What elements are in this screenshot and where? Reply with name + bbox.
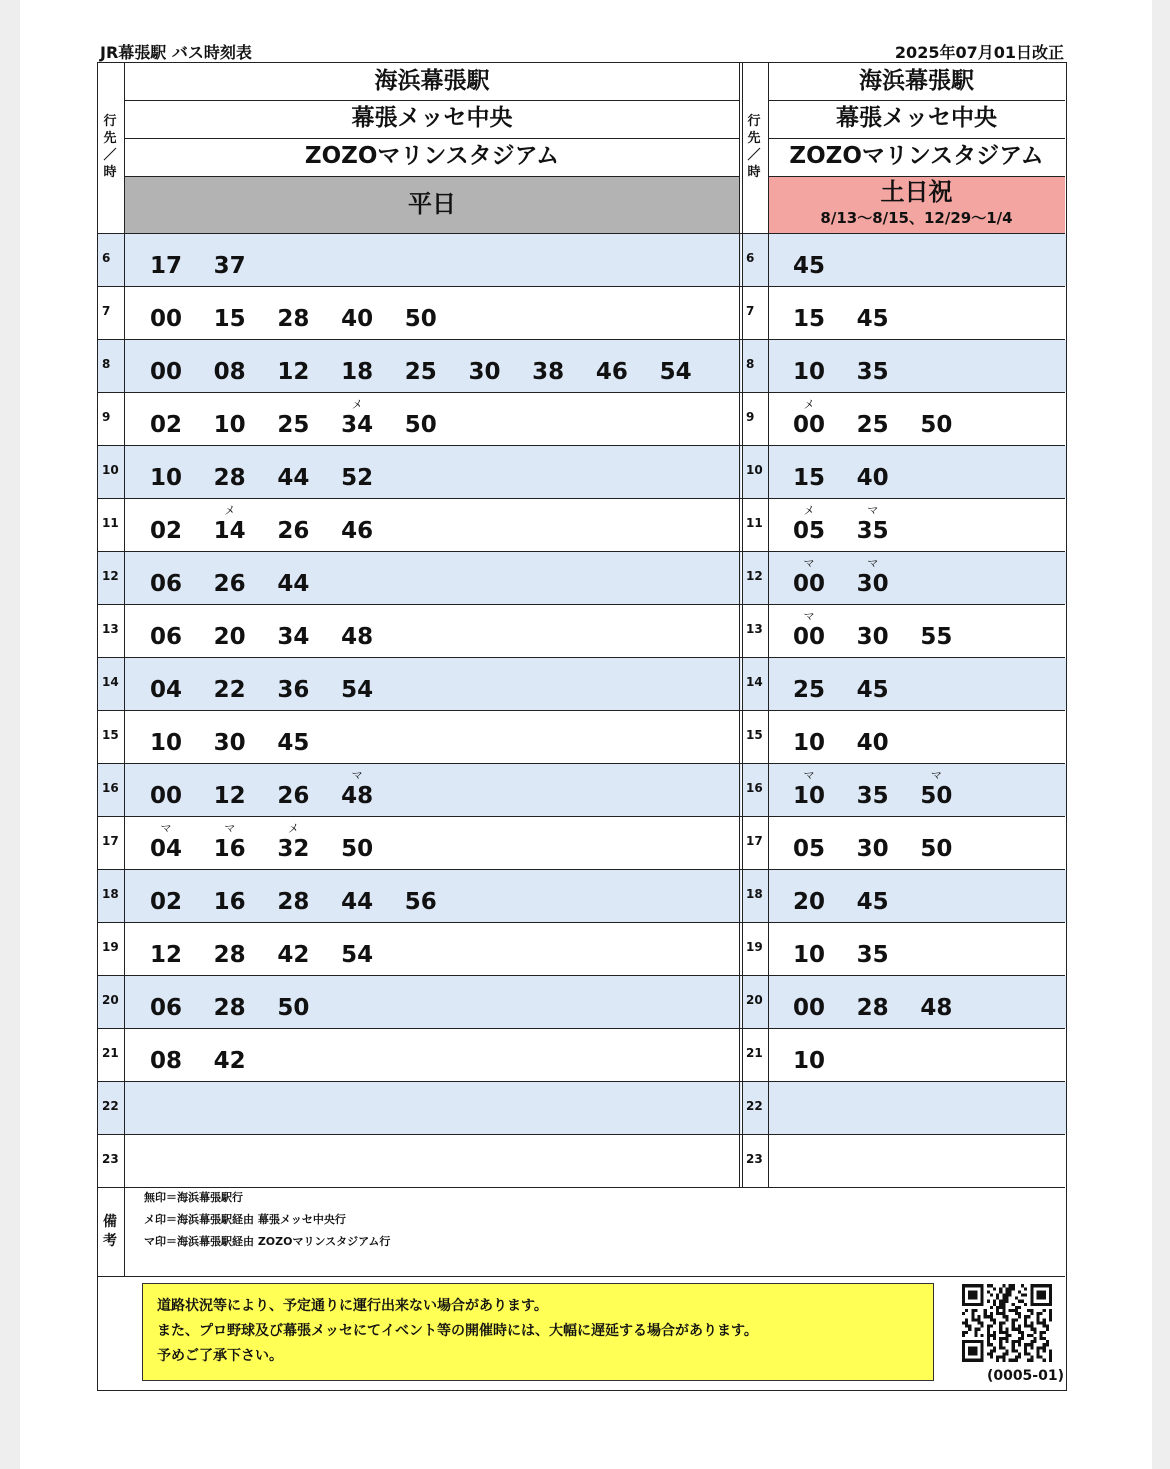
route-mark: メ <box>287 822 299 835</box>
route-mark: マ <box>867 557 879 570</box>
weekday-departure-21-42: 42 <box>213 1048 246 1074</box>
holiday-departure-20-00: 00 <box>792 995 825 1021</box>
weekday-dest-kaihin: 海浜幕張駅 <box>374 68 490 94</box>
weekday-departure-18-56: 56 <box>404 889 437 915</box>
holiday-hour-6: 6 <box>746 251 755 265</box>
route-mark: マ <box>803 769 815 782</box>
route-mark: メ <box>803 504 815 517</box>
remark-ma: マ印＝海浜幕張駅経由 ZOZOマリンスタジアム行 <box>144 1235 391 1248</box>
delay-notice <box>142 1283 934 1381</box>
weekday-header <box>125 176 739 233</box>
holiday-hour-17: 17 <box>746 834 763 848</box>
weekday-departure-8-54: 54 <box>659 359 692 385</box>
weekday-departure-8-30: 30 <box>468 359 501 385</box>
holiday-departure-16-35: 35 <box>856 783 889 809</box>
holiday-departure-10-40: 40 <box>856 465 889 491</box>
holiday-departure-12-30: 30 <box>856 571 889 597</box>
weekday-label: 平日 <box>408 190 456 218</box>
weekday-departure-16-48: 48 <box>341 783 374 809</box>
weekday-departure-17-04: 04 <box>149 836 182 862</box>
weekday-departure-13-20: 20 <box>213 624 246 650</box>
holiday-dest-kaihin: 海浜幕張駅 <box>859 68 974 94</box>
grid-line <box>124 63 125 1276</box>
route-mark: マ <box>224 822 236 835</box>
holiday-hour-10: 10 <box>746 463 763 477</box>
sheet-title: JR幕張駅 バス時刻表 <box>100 43 252 62</box>
route-mark: メ <box>351 398 363 411</box>
sheet-code: (0005-01) <box>986 1368 1064 1384</box>
qr-code-icon[interactable] <box>962 1284 1052 1362</box>
weekday-row-15 <box>98 711 741 763</box>
weekday-departure-7-15: 15 <box>213 306 246 332</box>
weekday-departure-7-00: 00 <box>149 306 182 332</box>
holiday-hour-11: 11 <box>746 516 763 530</box>
weekday-departure-12-44: 44 <box>277 571 310 597</box>
weekday-row-12 <box>98 552 741 604</box>
grid-line <box>739 63 740 1187</box>
weekday-departure-8-00: 00 <box>149 359 182 385</box>
weekday-hour-15: 15 <box>102 728 119 742</box>
notice-line-2: また、プロ野球及び幕張メッセにてイベント等の開催時には、大幅に遅延する場合があります。 <box>157 1323 758 1339</box>
holiday-departure-12-00: 00 <box>792 571 825 597</box>
weekday-hour-13: 13 <box>102 622 119 636</box>
grid-line <box>98 657 1065 658</box>
holiday-hour-9: 9 <box>746 410 755 424</box>
weekday-departure-8-12: 12 <box>277 359 310 385</box>
grid-line <box>124 100 739 101</box>
weekday-hour-21: 21 <box>102 1046 119 1060</box>
route-mark: メ <box>224 504 236 517</box>
weekday-hour-9: 9 <box>102 410 111 424</box>
grid-line <box>98 975 1065 976</box>
weekday-departure-15-10: 10 <box>149 730 182 756</box>
weekday-hour-12: 12 <box>102 569 119 583</box>
weekday-hour-6: 6 <box>102 251 111 265</box>
weekday-row-14 <box>98 658 741 710</box>
weekday-departure-8-38: 38 <box>532 359 565 385</box>
holiday-hour-13: 13 <box>746 622 763 636</box>
weekday-row-22 <box>98 1082 741 1134</box>
weekday-hour-20: 20 <box>102 993 119 1007</box>
holiday-departure-20-28: 28 <box>856 995 889 1021</box>
holiday-departure-6-45: 45 <box>792 253 825 279</box>
holiday-row-22 <box>742 1082 1066 1134</box>
weekday-departure-20-28: 28 <box>213 995 246 1021</box>
grid-line <box>98 869 1065 870</box>
holiday-sublabel: 8/13～8/15、12/29～1/4 <box>820 209 1013 227</box>
weekday-hour-10: 10 <box>102 463 119 477</box>
holiday-dest-messe: 幕張メッセ中央 <box>836 105 997 131</box>
weekday-departure-19-28: 28 <box>213 942 246 968</box>
weekday-departure-6-37: 37 <box>213 253 246 279</box>
remark-me: メ印＝海浜幕張駅経由 幕張メッセ中央行 <box>144 1213 346 1226</box>
weekday-departure-15-45: 45 <box>277 730 310 756</box>
weekday-departure-16-26: 26 <box>277 783 310 809</box>
holiday-row-23 <box>742 1135 1066 1187</box>
weekday-departure-11-14: 14 <box>213 518 246 544</box>
holiday-departure-17-05: 05 <box>792 836 825 862</box>
holiday-departure-15-10: 10 <box>792 730 825 756</box>
holiday-dest-zozo: ZOZOマリンスタジアム <box>789 143 1044 169</box>
weekday-hour-18: 18 <box>102 887 119 901</box>
weekday-row-19 <box>98 923 741 975</box>
holiday-hour-15: 15 <box>746 728 763 742</box>
grid-line <box>98 1134 1065 1135</box>
weekday-hour-19: 19 <box>102 940 119 954</box>
weekday-departure-18-02: 02 <box>149 889 182 915</box>
weekday-departure-11-02: 02 <box>149 518 182 544</box>
holiday-hour-14: 14 <box>746 675 763 689</box>
weekday-departure-10-10: 10 <box>149 465 182 491</box>
weekday-row-17 <box>98 817 741 869</box>
weekday-departure-7-50: 50 <box>404 306 437 332</box>
holiday-hour-7: 7 <box>746 304 755 318</box>
route-mark: マ <box>803 610 815 623</box>
holiday-hour-23: 23 <box>746 1152 763 1166</box>
route-mark: マ <box>160 822 172 835</box>
grid-line <box>98 1081 1065 1082</box>
holiday-header <box>768 176 1065 233</box>
holiday-hour-21: 21 <box>746 1046 763 1060</box>
weekday-row-13 <box>98 605 741 657</box>
weekday-hour-11: 11 <box>102 516 119 530</box>
remark-plain: 無印＝海浜幕張駅行 <box>144 1191 243 1204</box>
grid-line <box>98 445 1065 446</box>
weekday-hour-23: 23 <box>102 1152 119 1166</box>
weekday-departure-17-32: 32 <box>277 836 310 862</box>
weekday-departure-10-44: 44 <box>277 465 310 491</box>
grid-line <box>98 922 1065 923</box>
weekday-departure-10-28: 28 <box>213 465 246 491</box>
weekday-departure-14-04: 04 <box>149 677 182 703</box>
holiday-hour-16: 16 <box>746 781 763 795</box>
weekday-hour-7: 7 <box>102 304 111 318</box>
holiday-departure-10-15: 15 <box>792 465 825 491</box>
weekday-departure-18-44: 44 <box>341 889 374 915</box>
weekday-row-11 <box>98 499 741 551</box>
weekday-hour-17: 17 <box>102 834 119 848</box>
weekday-departure-11-26: 26 <box>277 518 310 544</box>
weekday-departure-18-28: 28 <box>277 889 310 915</box>
route-mark: マ <box>351 769 363 782</box>
weekday-departure-8-18: 18 <box>341 359 374 385</box>
weekday-row-21 <box>98 1029 741 1081</box>
holiday-departure-13-30: 30 <box>856 624 889 650</box>
weekday-departure-13-48: 48 <box>341 624 374 650</box>
holiday-departure-11-05: 05 <box>792 518 825 544</box>
weekday-departure-8-46: 46 <box>595 359 628 385</box>
holiday-departure-8-35: 35 <box>856 359 889 385</box>
weekday-departure-14-22: 22 <box>213 677 246 703</box>
weekday-departure-11-46: 46 <box>341 518 374 544</box>
remarks-label: 備 考 <box>103 1214 117 1249</box>
weekday-departure-19-12: 12 <box>149 942 182 968</box>
holiday-departure-17-50: 50 <box>920 836 953 862</box>
weekday-departure-9-34: 34 <box>341 412 374 438</box>
holiday-departure-9-50: 50 <box>920 412 953 438</box>
route-mark: マ <box>867 504 879 517</box>
weekday-departure-7-28: 28 <box>277 306 310 332</box>
notice-line-1: 道路状況等により、予定通りに運行出来ない場合があります。 <box>157 1298 548 1314</box>
weekday-departure-9-50: 50 <box>404 412 437 438</box>
weekday-departure-14-36: 36 <box>277 677 310 703</box>
weekday-departure-9-25: 25 <box>277 412 310 438</box>
timetable-table <box>97 62 1067 1391</box>
grid-line <box>124 176 739 177</box>
weekday-departure-8-25: 25 <box>404 359 437 385</box>
holiday-departure-7-15: 15 <box>792 306 825 332</box>
weekday-departure-17-50: 50 <box>341 836 374 862</box>
grid-line <box>742 63 743 1187</box>
holiday-departure-9-25: 25 <box>856 412 889 438</box>
grid-line <box>768 63 769 1187</box>
holiday-hour-12: 12 <box>746 569 763 583</box>
weekday-departure-16-12: 12 <box>213 783 246 809</box>
weekday-departure-20-06: 06 <box>149 995 182 1021</box>
weekday-dest-zozo: ZOZOマリンスタジアム <box>304 143 560 169</box>
weekday-departure-19-42: 42 <box>277 942 310 968</box>
holiday-departure-14-45: 45 <box>856 677 889 703</box>
weekday-departure-10-52: 52 <box>341 465 374 491</box>
holiday-hour-8: 8 <box>746 357 755 371</box>
revision-date: 2025年07月01日改正 <box>894 43 1064 62</box>
grid-line <box>98 339 1065 340</box>
grid-line <box>98 286 1065 287</box>
weekday-departure-17-16: 16 <box>213 836 246 862</box>
dest-hour-label-left: 行 先 ／ 時 <box>103 114 117 180</box>
holiday-hour-18: 18 <box>746 887 763 901</box>
grid-line <box>98 710 1065 711</box>
grid-line <box>98 392 1065 393</box>
weekday-hour-22: 22 <box>102 1099 119 1113</box>
dest-hour-label-right: 行 先 ／ 時 <box>747 114 761 180</box>
weekday-departure-6-17: 17 <box>149 253 182 279</box>
holiday-hour-22: 22 <box>746 1099 763 1113</box>
holiday-departure-13-00: 00 <box>792 624 825 650</box>
weekday-departure-15-30: 30 <box>213 730 246 756</box>
weekday-departure-14-54: 54 <box>341 677 374 703</box>
weekday-departure-19-54: 54 <box>341 942 374 968</box>
weekday-departure-9-10: 10 <box>213 412 246 438</box>
grid-line <box>98 233 1065 234</box>
grid-line <box>768 100 1065 101</box>
grid-line <box>98 816 1065 817</box>
grid-line <box>768 176 1065 177</box>
grid-line <box>124 138 739 139</box>
weekday-departure-7-40: 40 <box>341 306 374 332</box>
weekday-departure-8-08: 08 <box>213 359 246 385</box>
holiday-departure-18-20: 20 <box>792 889 825 915</box>
holiday-departure-15-40: 40 <box>856 730 889 756</box>
holiday-departure-21-10: 10 <box>792 1048 825 1074</box>
holiday-departure-16-10: 10 <box>792 783 825 809</box>
holiday-label: 土日祝 <box>880 178 953 206</box>
grid-line <box>98 604 1065 605</box>
route-mark: マ <box>930 769 942 782</box>
holiday-departure-7-45: 45 <box>856 306 889 332</box>
holiday-departure-17-30: 30 <box>856 836 889 862</box>
weekday-departure-12-06: 06 <box>149 571 182 597</box>
grid-line <box>768 138 1065 139</box>
weekday-departure-21-08: 08 <box>149 1048 182 1074</box>
holiday-departure-19-35: 35 <box>856 942 889 968</box>
grid-line <box>98 498 1065 499</box>
weekday-departure-13-34: 34 <box>277 624 310 650</box>
notice-line-3: 予めご了承下さい。 <box>157 1348 283 1364</box>
grid-line <box>98 763 1065 764</box>
weekday-row-16 <box>98 764 741 816</box>
weekday-hour-8: 8 <box>102 357 111 371</box>
holiday-departure-16-50: 50 <box>920 783 953 809</box>
grid-line <box>98 551 1065 552</box>
weekday-row-20 <box>98 976 741 1028</box>
weekday-departure-16-00: 00 <box>149 783 182 809</box>
route-mark: メ <box>803 398 815 411</box>
holiday-departure-9-00: 00 <box>792 412 825 438</box>
route-mark: マ <box>803 557 815 570</box>
weekday-departure-12-26: 26 <box>213 571 246 597</box>
holiday-departure-8-10: 10 <box>792 359 825 385</box>
holiday-departure-13-55: 55 <box>920 624 953 650</box>
grid-line <box>98 1276 1065 1277</box>
holiday-departure-20-48: 48 <box>920 995 953 1021</box>
weekday-departure-20-50: 50 <box>277 995 310 1021</box>
weekday-departure-13-06: 06 <box>149 624 182 650</box>
weekday-departure-18-16: 16 <box>213 889 246 915</box>
weekday-dest-messe: 幕張メッセ中央 <box>351 105 513 131</box>
holiday-departure-11-35: 35 <box>856 518 889 544</box>
holiday-departure-18-45: 45 <box>856 889 889 915</box>
weekday-row-6 <box>98 234 741 286</box>
holiday-departure-14-25: 25 <box>792 677 825 703</box>
weekday-hour-14: 14 <box>102 675 119 689</box>
weekday-row-10 <box>98 446 741 498</box>
weekday-departure-9-02: 02 <box>149 412 182 438</box>
holiday-departure-19-10: 10 <box>792 942 825 968</box>
holiday-hour-19: 19 <box>746 940 763 954</box>
weekday-row-23 <box>98 1135 741 1187</box>
grid-line <box>98 1028 1065 1029</box>
grid-line <box>98 1187 1065 1188</box>
remarks <box>144 1187 390 1253</box>
weekday-hour-16: 16 <box>102 781 119 795</box>
holiday-hour-20: 20 <box>746 993 763 1007</box>
